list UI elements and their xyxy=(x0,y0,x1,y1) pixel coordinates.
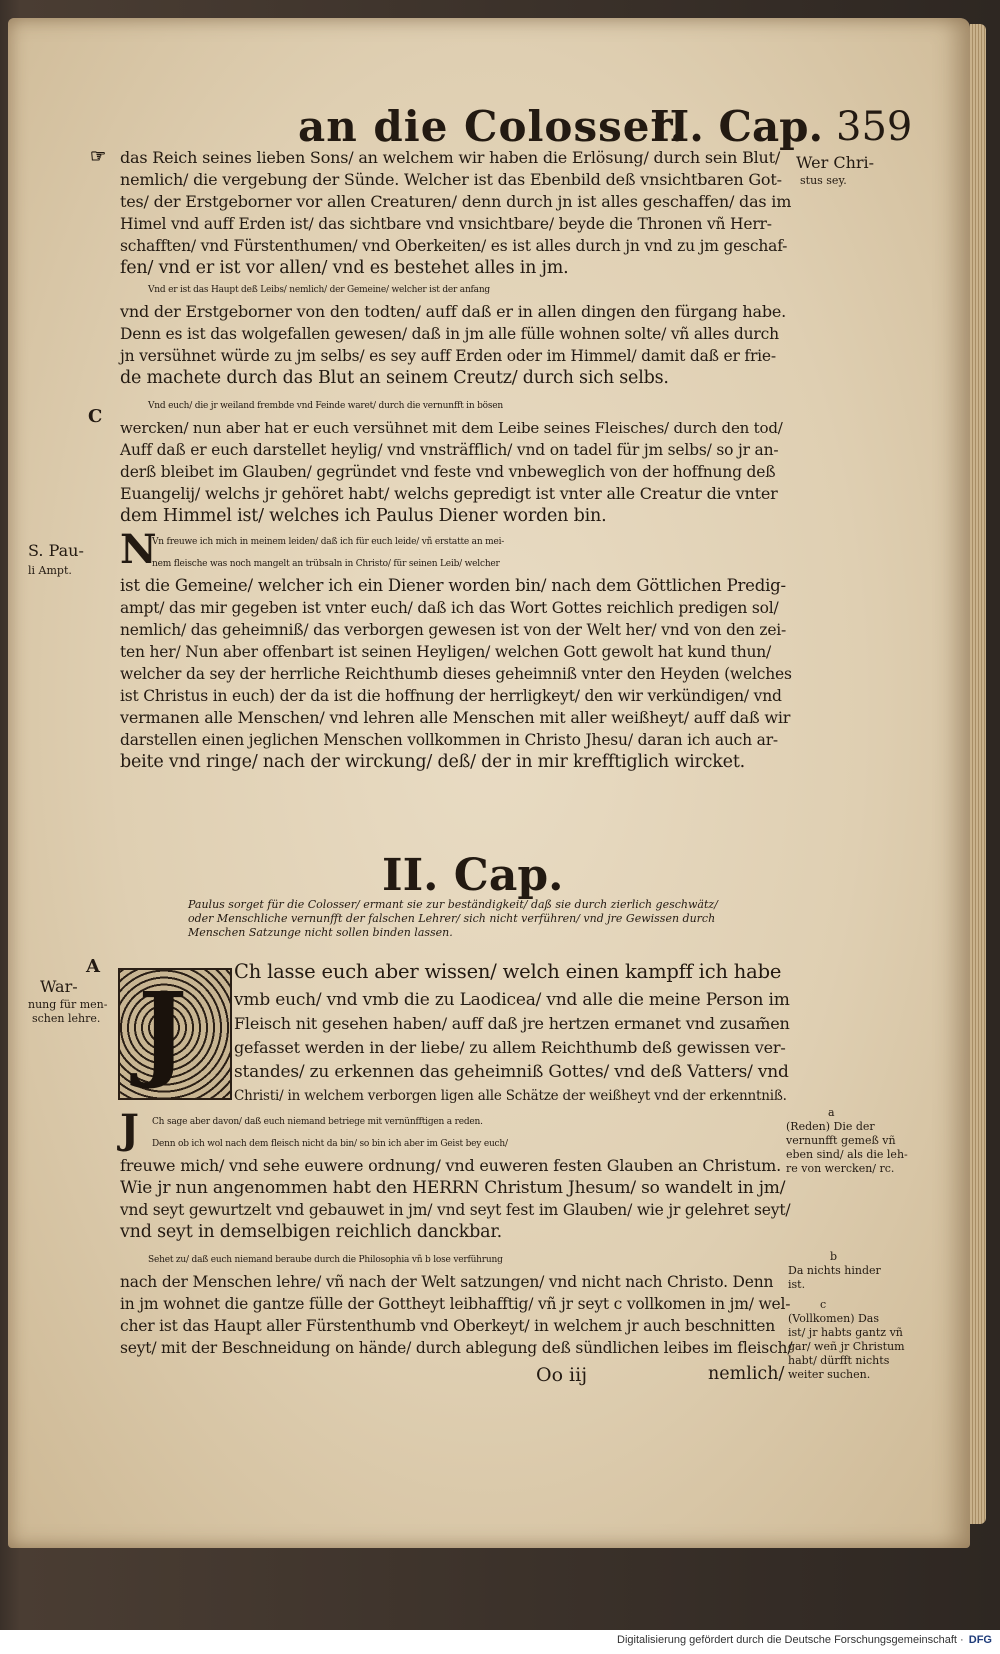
margin-note-sup: c xyxy=(820,1298,827,1311)
margin-note-sup: b xyxy=(830,1250,838,1263)
text-line: vmb euch/ vnd vmb die zu Laodicea/ vnd alle die meine Person im xyxy=(234,990,790,1010)
section-marker-a: A xyxy=(86,956,100,977)
margin-note-line: gar/ weñ jr Christum xyxy=(788,1340,905,1353)
book-page xyxy=(8,18,970,1548)
text-line: tes/ der Erstgeborner vor allen Creaturen/ denn durch jn ist alles geschaffen/ das im xyxy=(120,192,792,211)
text-line: Denn es ist das wolgefallen gewesen/ daß in jm alle fülle wohnen solte/ vñ alles durch xyxy=(120,325,779,343)
text-line: freuwe mich/ vnd sehe euwere ordnung/ vnd euweren festen Glauben an Christum. xyxy=(120,1156,782,1175)
text-line: Ch lasse euch aber wissen/ welch einen kampff ich habe xyxy=(234,960,782,983)
text-line: Auff daß er euch darstellet heylig/ vnd vnsträfflich/ vnd on tadel für jm selbs/ so jr an- xyxy=(120,441,779,459)
margin-note-line: Da nichts hinder xyxy=(788,1264,881,1277)
catchword: nemlich/ xyxy=(708,1364,785,1384)
margin-note-line: ist/ jr habts gantz vñ xyxy=(788,1326,903,1339)
text-line: ampt/ das mir gegeben ist vnter euch/ daß ich das Wort Gottes reichlich predigen sol/ xyxy=(120,599,779,617)
text-line: wercken/ nun aber hat er euch versühnet mit dem Leibe seines Fleisches/ durch den tod/ xyxy=(120,419,783,437)
text-line: Denn ob ich wol nach dem fleisch nicht da bin/ so bin ich aber im Geist bey euch/ xyxy=(152,1139,508,1149)
margin-note-line: (Vollkomen) Das xyxy=(788,1312,880,1325)
chapter-heading: II. Cap. xyxy=(382,850,564,901)
text-line: Fleisch nit gesehen haben/ auff daß jre hertzen ermanet vnd zusam̃en xyxy=(234,1014,790,1033)
initial-letter-n: N xyxy=(120,526,157,573)
funding-credit xyxy=(617,1634,992,1646)
margin-note-line: nung für men- xyxy=(28,998,108,1011)
text-line: dem Himmel ist/ welches ich Paulus Diener worden bin. xyxy=(120,506,607,526)
text-line: vermanen alle Menschen/ vnd lehren alle Menschen mit aller weißheyt/ auff daß wir xyxy=(120,708,791,727)
text-line: welcher da sey der herrliche Reichthumb dieses geheimniß vnter den Heyden (welches xyxy=(120,665,792,683)
chapter-summary-line: Menschen Satzunge nicht sollen binden lassen. xyxy=(188,926,453,939)
text-line: in jm wohnet die gantze fülle der Gottheyt leibhafftig/ vñ jr seyt c vollkomen in jm/ wel- xyxy=(120,1295,791,1313)
text-line: cher ist das Haupt aller Fürstenthumb vnd Oberkeyt/ in welchem jr auch beschnitten xyxy=(120,1317,776,1335)
running-head-chapter: II. Cap. xyxy=(650,102,824,151)
margin-note-line: habt/ dürfft nichts xyxy=(788,1354,890,1367)
page-edge xyxy=(970,24,986,1524)
margin-note-line: ist. xyxy=(788,1278,806,1291)
margin-note-line: weiter suchen. xyxy=(788,1368,871,1381)
dfg-logo: DFG xyxy=(968,1634,992,1646)
text-line: Euangelij/ welchs jr gehöret habt/ welchs gepredigt ist vnter alle Creatur die vnter xyxy=(120,484,778,503)
text-line: nemlich/ das geheimniß/ das verborgen gewesen ist von der Welt her/ vnd von den zei- xyxy=(120,621,787,639)
text-line: nem fleische was noch mangelt an trübsaln in Christo/ für seinen Leib/ welcher xyxy=(152,559,500,569)
text-line: ist die Gemeine/ welcher ich ein Diener worden bin/ nach dem Göttlichen Predig- xyxy=(120,576,786,595)
section-marker-c: C xyxy=(88,406,103,427)
text-line: derß bleibet im Glauben/ gegründet vnd feste vnd vnbeweglich von der hoffnung deß xyxy=(120,463,776,481)
initial-letter-j: J xyxy=(120,1106,139,1153)
text-line: vnd der Erstgeborner von den todten/ auff daß er in allen dingen den fürgang habe. xyxy=(120,302,787,321)
margin-note-line: re von wercken/ rc. xyxy=(786,1162,895,1175)
text-line: de machete durch das Blut an seinem Creutz/ durch sich selbs. xyxy=(120,368,669,388)
text-line: das Reich seines lieben Sons/ an welchem wir haben die Erlösung/ durch sein Blut/ xyxy=(120,148,781,167)
running-head-title: an die Colosser. xyxy=(298,102,686,151)
text-line: vnd seyt gewurtzelt vnd gebauwet in jm/ vnd seyt fest im Glauben/ wie jr gelehret seyt/ xyxy=(120,1201,791,1219)
text-line: seyt/ mit der Beschneidung on hände/ durch ablegung deß sündlichen leibes im fleisch/ xyxy=(120,1339,793,1357)
margin-note-line: (Reden) Die der xyxy=(786,1120,875,1133)
margin-note-line: Wer Chri- xyxy=(796,153,875,172)
chapter-summary-line: oder Menschliche vernunfft der falschen Lehrer/ sich nicht verführen/ vnd jre Gewissen durch xyxy=(188,912,716,925)
page-number: 359 xyxy=(836,104,913,150)
text-line: nemlich/ die vergebung der Sünde. Welcher ist das Ebenbild deß vnsichtbaren Got- xyxy=(120,170,782,189)
pointing-hand-icon: ☞ xyxy=(90,146,107,167)
text-line: beite vnd ringe/ nach der wirckung/ deß/ der in mir krefftiglich wircket. xyxy=(120,752,746,772)
text-line: jn versühnet würde zu jm selbs/ es sey auff Erden oder im Himmel/ damit daß er frie- xyxy=(120,347,776,365)
margin-note-line: eben sind/ als die leh- xyxy=(786,1148,908,1161)
margin-note-line: stus sey. xyxy=(800,174,847,187)
signature-mark: Oo iij xyxy=(536,1364,588,1386)
text-line: ist Christus in euch) der da ist die hoffnung der herrligkeyt/ den wir verkündigen/ vnd xyxy=(120,687,782,705)
text-line: Vnd er ist das Haupt deß Leibs/ nemlich/ der Gemeine/ welcher ist der anfang xyxy=(148,285,490,295)
margin-note-line: War- xyxy=(40,977,78,996)
margin-note-line: S. Pau- xyxy=(28,541,84,560)
margin-note-line: schen lehre. xyxy=(32,1012,101,1025)
text-line: Christi/ in welchem verborgen ligen alle Schätze der weißheyt vnd der erkenntniß. xyxy=(234,1088,787,1104)
chapter-summary-line: Paulus sorget für die Colosser/ ermant sie zur beständigkeit/ daß sie durch zierlich geschwätz/ xyxy=(188,898,718,911)
text-line: Vn freuwe ich mich in meinem leiden/ daß ich für euch leide/ vñ erstatte an mei- xyxy=(152,537,505,547)
decorated-initial-letter: J xyxy=(138,969,188,1092)
funding-credit-text: Digitalisierung gefördert durch die Deutsche Forschungsgemeinschaft · xyxy=(617,1634,964,1646)
text-line: Wie jr nun angenommen habt den HERRN Christum Jhesum/ so wandelt in jm/ xyxy=(120,1178,786,1198)
text-line: vnd seyt in demselbigen reichlich danckbar. xyxy=(120,1222,503,1242)
text-line: Ch sage aber davon/ daß euch niemand betriege mit vernünfftigen a reden. xyxy=(152,1117,483,1127)
text-line: fen/ vnd er ist vor allen/ vnd es bestehet alles in jm. xyxy=(120,258,569,278)
decorated-initial xyxy=(118,968,232,1100)
margin-note-sup: a xyxy=(828,1106,835,1119)
text-line: darstellen einen jeglichen Menschen vollkommen in Christo Jhesu/ daran ich auch ar- xyxy=(120,731,778,749)
text-line: ten her/ Nun aber offenbart ist seinen Heyligen/ welchen Gott gewolt hat kund thun/ xyxy=(120,643,772,661)
text-line: Vnd euch/ die jr weiland frembde vnd Feinde waret/ durch die vernunfft in bösen xyxy=(148,401,504,411)
text-line: standes/ zu erkennen das geheimniß Gottes/ vnd deß Vatters/ vnd xyxy=(234,1062,789,1082)
text-line: schafften/ vnd Fürstenthumen/ vnd Oberkeiten/ es ist alles durch jn vnd zu jm geschaf- xyxy=(120,237,788,255)
text-line: Sehet zu/ daß euch niemand beraube durch die Philosophia vñ b lose verführung xyxy=(148,1255,503,1265)
text-line: Himel vnd auff Erden ist/ das sichtbare vnd vnsichtbare/ beyde die Thronen vñ Herr- xyxy=(120,215,772,233)
text-line: gefasset werden in der liebe/ zu allem Reichthumb deß gewissen ver- xyxy=(234,1038,786,1057)
margin-note-line: li Ampt. xyxy=(28,564,72,577)
text-line: nach der Menschen lehre/ vñ nach der Welt satzungen/ vnd nicht nach Christo. Denn xyxy=(120,1273,774,1291)
margin-note-line: vernunfft gemeß vñ xyxy=(786,1134,896,1147)
